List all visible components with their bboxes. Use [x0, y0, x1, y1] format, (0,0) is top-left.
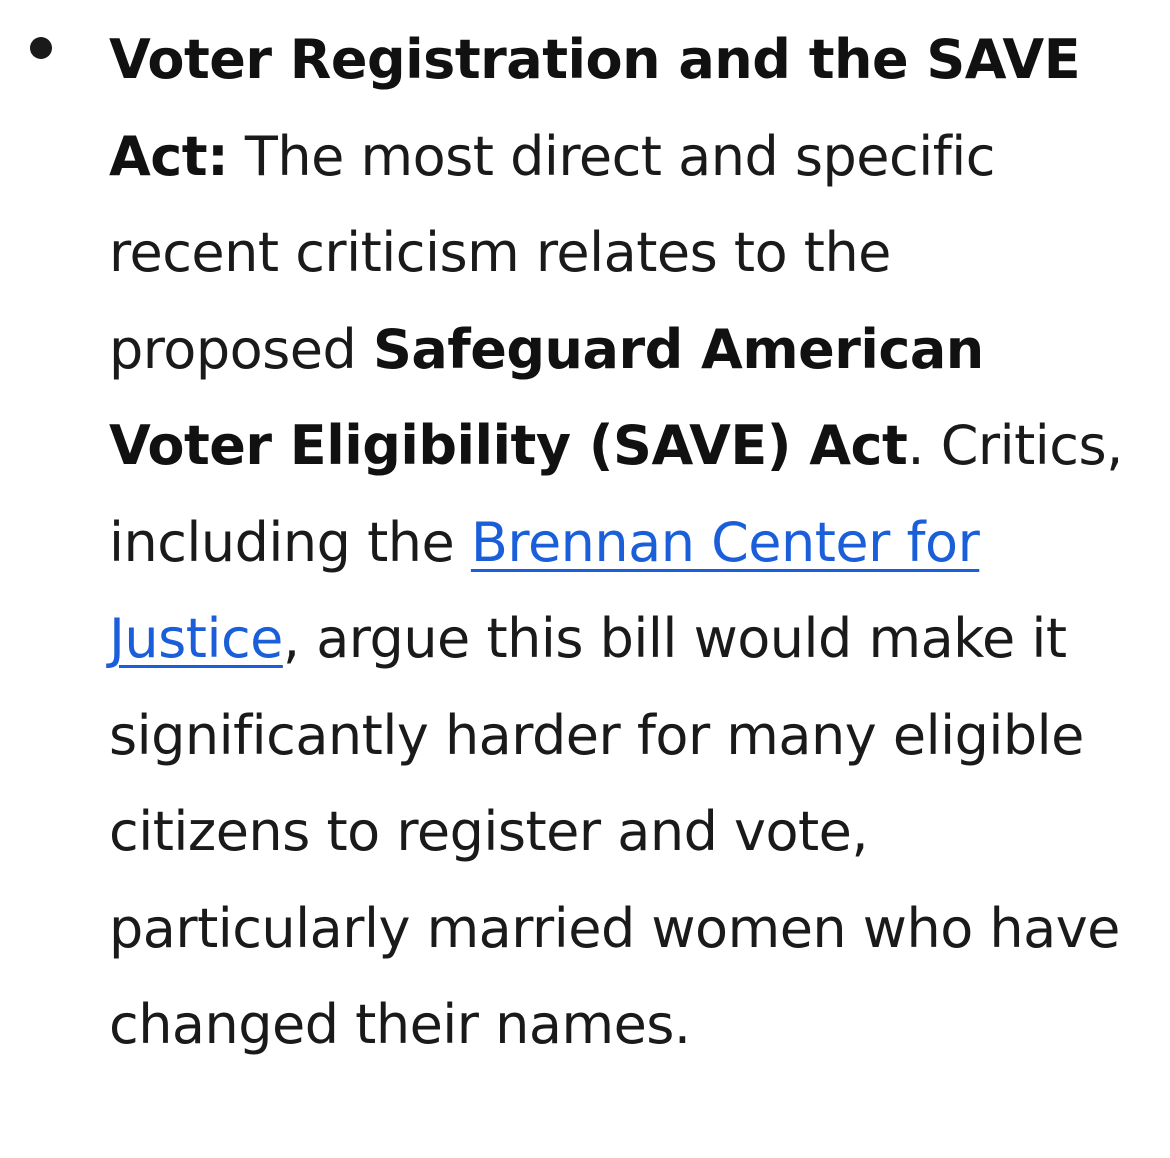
item-text-3: , argue this bill would make it significantly harder for many eligible citizens to register and vote, particularly married women who have changed their names. [109, 607, 1120, 1056]
item-heading: Voter Registration and the SAVE Act: [109, 28, 1081, 188]
bullet-dot-icon [30, 37, 52, 59]
item-text-1: The most direct and specific recent criticism relates to the proposed [109, 124, 995, 381]
brennan-center-link[interactable]: Brennan Center for Justice [109, 510, 980, 670]
item-text-2: . Critics, including the [109, 414, 1123, 574]
bill-name: Safeguard American Voter Eligibility (SAVE) Act [109, 317, 984, 477]
